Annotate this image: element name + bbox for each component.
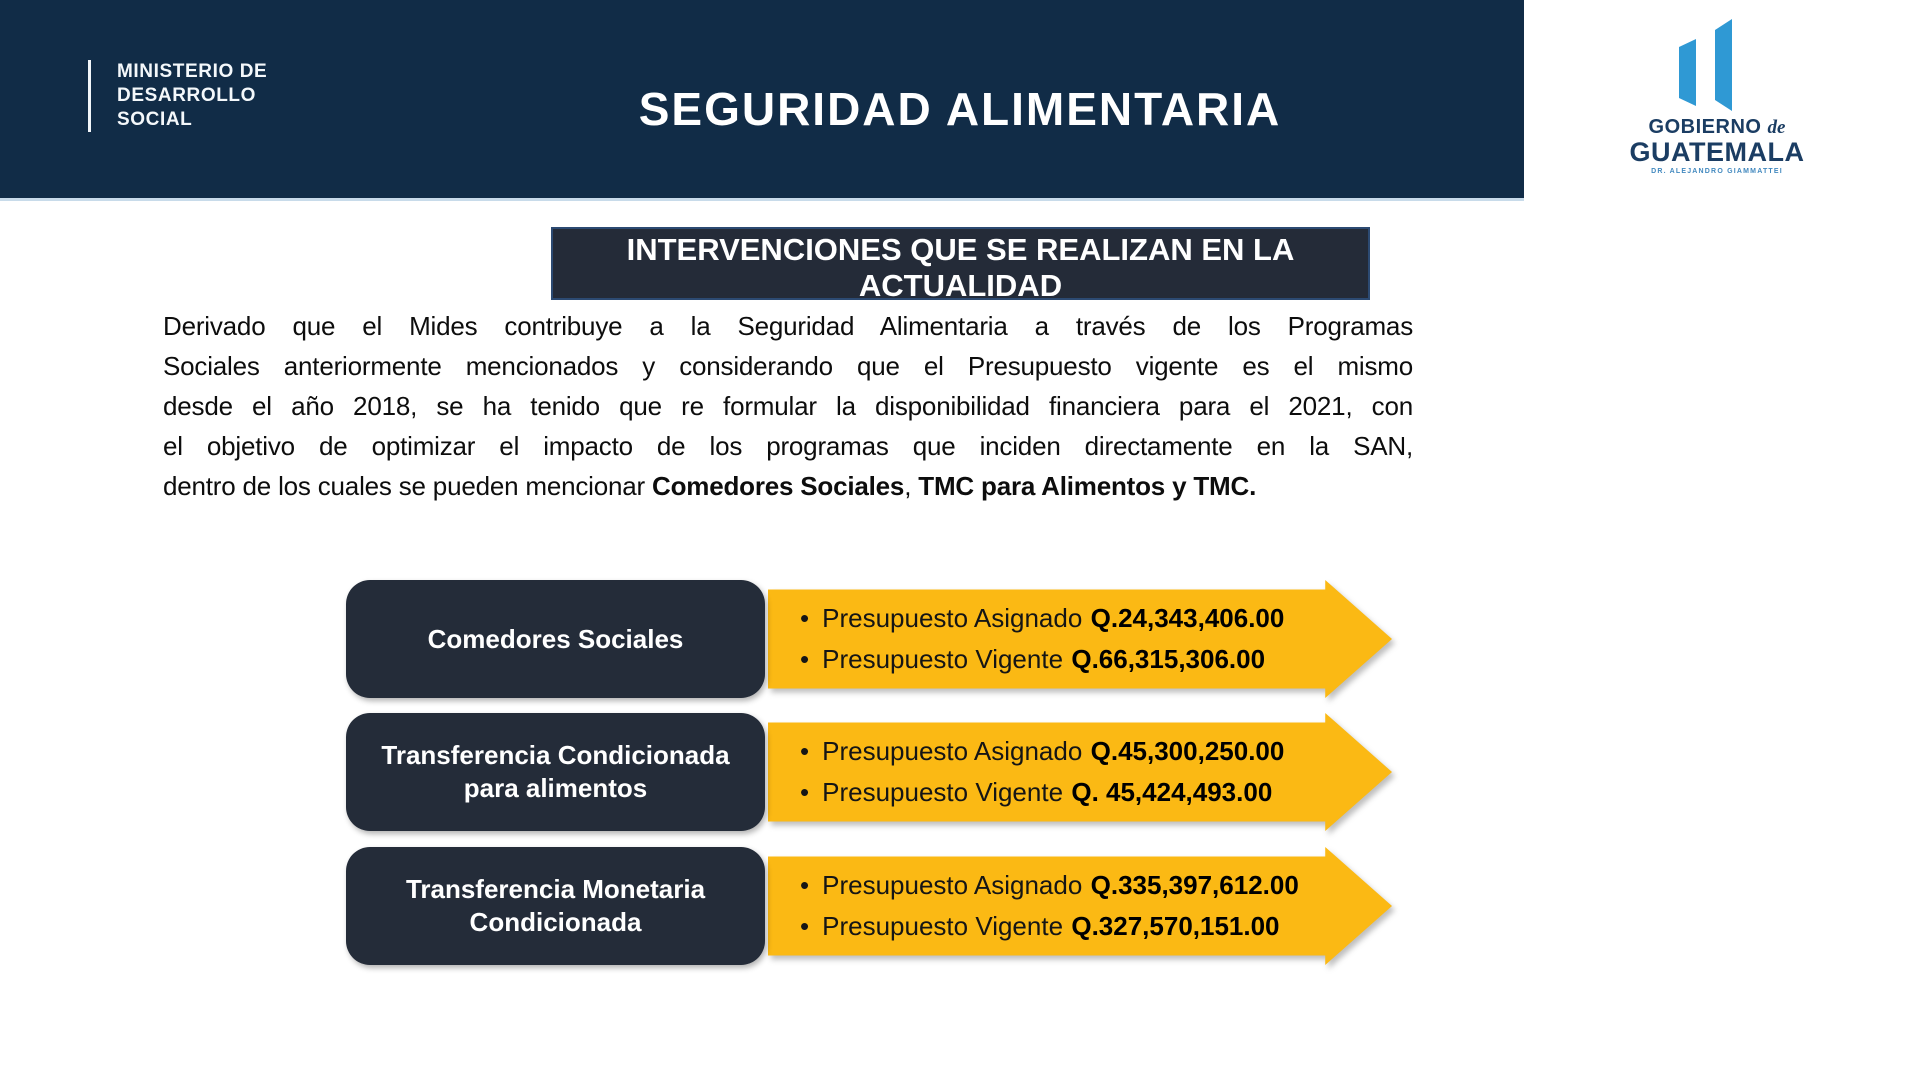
program-row <box>0 847 1920 965</box>
budget-label: Presupuesto Asignado <box>822 870 1083 900</box>
budget-item <box>800 865 1310 906</box>
budget-value: Q.45,300,250.00 <box>1090 736 1285 766</box>
program-name-box: Comedores Sociales <box>346 580 765 698</box>
bullet-icon: • <box>800 870 810 900</box>
ministry-logo-line2: DESARROLLO <box>117 85 256 106</box>
gobierno-logo-bar-icon <box>1679 39 1696 106</box>
budget-label: Presupuesto Asignado <box>822 736 1083 766</box>
program-budget-list <box>800 580 1310 698</box>
paragraph-text: dentro de los cuales se pueden mencionar <box>163 471 653 501</box>
section-title-line1: INTERVENCIONES QUE SE REALIZAN EN LA <box>626 232 1295 267</box>
paragraph-bold-text: Comedores Sociales <box>652 471 905 501</box>
gobierno-word: GOBIERNO <box>1648 116 1762 138</box>
program-row <box>0 580 1920 698</box>
paragraph-line: Sociales anteriormente mencionados y considerando que el Presupuesto vigente es el mismo <box>163 351 1413 381</box>
budget-label: Presupuesto Vigente <box>822 911 1064 941</box>
program-name-box: Transferencia Condicionada para alimentos <box>346 713 765 831</box>
section-title-line2: ACTUALIDAD <box>858 268 1063 303</box>
paragraph-line: el objetivo de optimizar el impacto de los programas que inciden directamente en la SAN, <box>163 431 1413 461</box>
program-budget-list <box>800 847 1310 965</box>
program-row <box>0 713 1920 831</box>
ministry-logo-line3: SOCIAL <box>117 109 193 130</box>
paragraph-line: Derivado que el Mides contribuye a la Seguridad Alimentaria a través de los Programas <box>163 311 1413 341</box>
paragraph-bold-text: TMC para Alimentos y TMC. <box>918 471 1257 501</box>
budget-label: Presupuesto Vigente <box>822 644 1064 674</box>
section-title-box <box>551 227 1370 303</box>
gobierno-logo-bar-icon <box>1715 19 1732 111</box>
budget-label: Presupuesto Asignado <box>822 603 1083 633</box>
bullet-icon: • <box>800 736 810 766</box>
budget-value: Q.66,315,306.00 <box>1071 644 1266 674</box>
budget-value: Q.335,397,612.00 <box>1090 870 1299 900</box>
paragraph-line: desde el año 2018, se ha tenido que re formular la disponibilidad financiera para el 2021, con <box>163 391 1413 421</box>
gobierno-logo-subtext: DR. ALEJANDRO GIAMMATTEI <box>1651 168 1783 175</box>
budget-item <box>800 731 1310 772</box>
budget-value: Q. 45,424,493.00 <box>1071 777 1273 807</box>
body-paragraph <box>163 306 1413 506</box>
program-name-box: Transferencia Monetaria Condicionada <box>346 847 765 965</box>
bullet-icon: • <box>800 911 810 941</box>
page-title: SEGURIDAD ALIMENTARIA <box>638 83 1282 135</box>
paragraph-text: , <box>904 471 919 501</box>
budget-label: Presupuesto Vigente <box>822 777 1064 807</box>
budget-value: Q.24,343,406.00 <box>1090 603 1285 633</box>
bullet-icon: • <box>800 644 810 674</box>
budget-value: Q.327,570,151.00 <box>1071 911 1280 941</box>
gobierno-logo-line1 <box>1627 116 1807 139</box>
bullet-icon: • <box>800 603 810 633</box>
gobierno-logo-line2: GUATEMALA <box>1629 137 1805 167</box>
budget-item <box>800 639 1310 680</box>
ministry-logo-line1: MINISTERIO DE <box>117 61 268 82</box>
bullet-icon: • <box>800 777 810 807</box>
gobierno-guatemala-logo <box>1627 10 1807 175</box>
budget-item <box>800 772 1310 813</box>
gobierno-de-word: de <box>1767 117 1786 138</box>
program-budget-list <box>800 713 1310 831</box>
budget-item <box>800 598 1310 639</box>
budget-item <box>800 906 1310 947</box>
paragraph-line-last <box>163 466 1413 506</box>
